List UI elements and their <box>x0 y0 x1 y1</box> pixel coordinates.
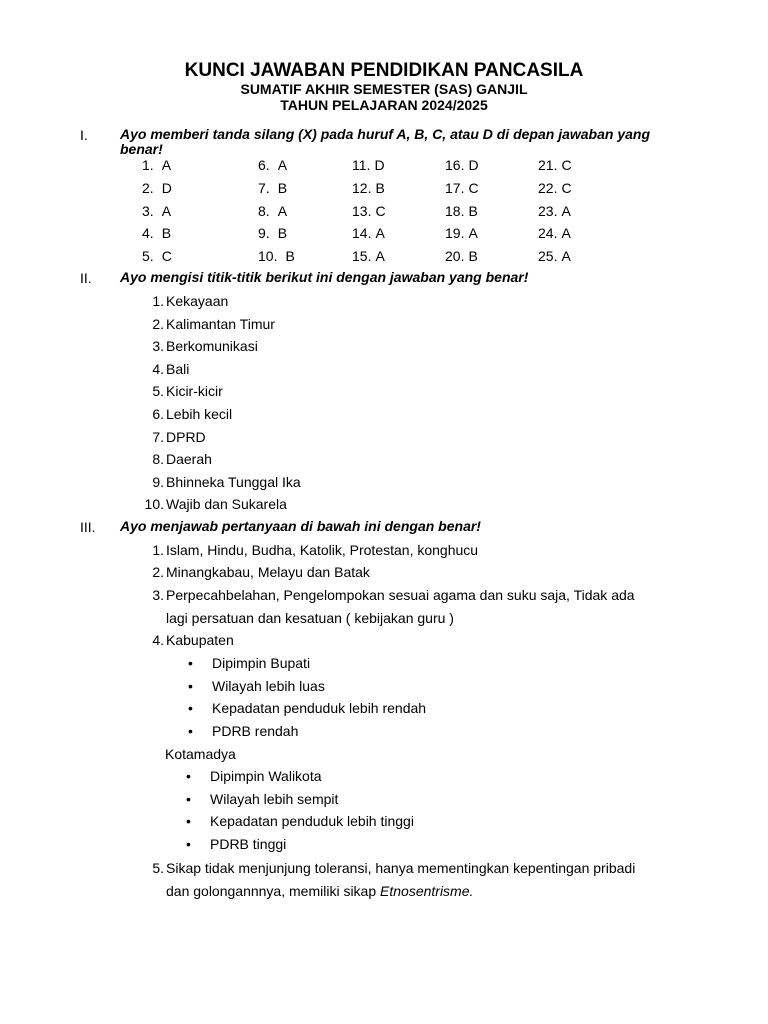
essay-answer-3-continued: lagi persatuan dan kesatuan ( kebijakan guru ) <box>166 610 454 626</box>
list-item-text: Berkomunikasi <box>166 338 258 355</box>
section-3-instruction: Ayo menjawab pertanyaan di bawah ini dengan benar! <box>120 518 481 534</box>
list-item-number: 7. <box>152 428 164 445</box>
list-item-number: 10. <box>144 496 164 513</box>
bullet-text: Kepadatan penduduk lebih tinggi <box>210 813 414 830</box>
bullet-icon: • <box>186 768 191 784</box>
page-title: KUNCI JAWABAN PENDIDIKAN PANCASILA <box>184 60 584 81</box>
mc-answer <box>258 203 287 219</box>
list-item-number: 3. <box>152 338 164 355</box>
mc-answer <box>352 248 385 264</box>
mc-answer <box>352 225 385 241</box>
mc-answer <box>445 180 479 196</box>
mc-answer <box>258 248 295 264</box>
mc-answer-letter: C <box>468 180 479 196</box>
mc-answer-number: 9. <box>258 225 270 241</box>
mc-answer <box>445 203 478 219</box>
section-1-number: I. <box>80 127 88 143</box>
bullet-icon: • <box>188 677 193 694</box>
mc-answer-number: 14. <box>352 225 372 241</box>
section-2-number: II. <box>80 270 92 286</box>
mc-answer-letter: A <box>277 203 288 219</box>
list-item-text: Wajib dan Sukarela <box>166 496 287 513</box>
kotamadya-label: Kotamadya <box>165 746 236 762</box>
mc-answer-letter: B <box>277 225 288 241</box>
list-item-text: Kekayaan <box>166 293 229 309</box>
mc-answer-number: 16. <box>445 157 465 173</box>
bullet-text: Dipimpin Walikota <box>210 768 322 784</box>
mc-answer <box>538 248 571 264</box>
mc-answer-number: 6. <box>258 157 270 173</box>
mc-answer <box>258 157 287 173</box>
list-item-text: Lebih kecil <box>166 406 233 422</box>
section-1-instruction: Ayo memberi tanda silang (X) pada huruf A, B, C, atau D di depan jawaban yang benar! <box>120 126 651 157</box>
mc-answer-number: 4. <box>142 225 154 241</box>
list-item-number: 6. <box>152 406 164 422</box>
mc-answer <box>538 157 572 173</box>
mc-answer-letter: A <box>561 225 571 241</box>
list-item-text: Kicir-kicir <box>166 383 223 400</box>
list-item-number: 9. <box>152 473 164 490</box>
mc-answer-number: 1. <box>142 157 154 173</box>
mc-answer-number: 15. <box>352 248 372 264</box>
mc-answer-letter: A <box>561 203 571 219</box>
mc-answer-number: 25. <box>538 248 558 264</box>
mc-answer-number: 21. <box>538 157 558 173</box>
mc-answer-letter: D <box>161 180 172 196</box>
mc-answer-number: 8. <box>258 203 270 219</box>
mc-answer-letter: C <box>161 248 172 264</box>
bullet-icon: • <box>188 700 193 717</box>
list-item-number: 2. <box>152 315 164 332</box>
answer-key-page: KUNCI JAWABAN PENDIDIKAN PANCASILA SUMATIF AKHIR SEMESTER (SAS) GANJIL TAHUN PELAJARAN 2024/2025 I. Ayo memberi tanda silang (X) pada huruf A, B, C, atau D di depan jawaban yang benar! 1. A 2. D 3. A 4. B 5. C 6. A 7. B 8. A 9. B 10. B 11. D 12. B 13. C 14. A 15. A 16. D 17. C 18. B 19. A 20. B 21. C 22. C 23. A 24. A 25. A II. Ayo mengisi titik-titik berikut ini dengan jawaban yang benar! 1. Kekayaan 2. Kalimantan Timur 3. Berkomunikasi 4. Bali 5. Kicir-kicir 6. Lebih kecil 7. DPRD 8. Daerah 9. Bhinneka Tunggal Ika 10. Wajib dan Sukarela III. Ayo menjawab pertanyaan di bawah ini dengan benar! 1. Islam, Hindu, Budha, Katolik, Protestan, konghucu 2. Minangkabau, Melayu dan Batak 3. Perpecahbelahan, Pengelompokan sesuai agama dan suku saja, Tidak ada lagi persatuan dan kesatuan ( kebijakan guru ) 4. Kabupaten • Dipimpin Bupati • Wilayah lebih luas • Kepadatan penduduk lebih rendah • PDRB rendah Kotamadya • Dipimpin Walikota • Wilayah lebih sempit • Kepadatan penduduk lebih tinggi • PDRB tinggi 5. Sikap tidak menjunjung toleransi, hanya mementingkan kepentingan pribadi dan golongannnya, memiliki sikap Etnosentrisme. <box>0 0 768 1024</box>
bullet-icon: • <box>186 835 191 852</box>
list-item-number: 5. <box>152 383 164 400</box>
section-3-number: III. <box>80 519 96 535</box>
mc-answer-number: 12. <box>352 180 372 196</box>
mc-answer-letter: D <box>374 157 385 173</box>
mc-answer-number: 7. <box>258 180 270 196</box>
mc-answer <box>445 248 478 264</box>
mc-answer-number: 3. <box>142 203 154 219</box>
mc-answer-number: 2. <box>142 180 154 196</box>
mc-answer-letter: B <box>285 248 295 264</box>
mc-answer-letter: D <box>468 157 479 173</box>
mc-answer <box>538 180 572 196</box>
mc-answer-number: 18. <box>445 203 465 219</box>
page-subtitle-year: TAHUN PELAJARAN 2024/2025 <box>280 97 488 113</box>
mc-answer-letter: A <box>161 203 172 219</box>
mc-answer <box>352 157 385 173</box>
mc-answer-letter: A <box>561 248 571 264</box>
mc-answer-letter: C <box>375 203 386 219</box>
mc-answer <box>142 248 172 264</box>
mc-answer <box>142 225 171 241</box>
mc-answer-letter: A <box>468 225 478 241</box>
mc-answer <box>445 157 479 173</box>
bullet-text: Dipimpin Bupati <box>212 655 311 671</box>
bullet-icon: • <box>186 790 191 807</box>
mc-answer-number: 19. <box>445 225 465 241</box>
mc-answer <box>352 203 386 219</box>
list-item-number: 4. <box>152 360 164 377</box>
mc-answer-number: 23. <box>538 203 558 219</box>
mc-answer-letter: A <box>277 157 288 173</box>
mc-answer <box>142 157 171 173</box>
bullet-icon: • <box>188 655 193 671</box>
list-item-text: Bhinneka Tunggal Ika <box>166 473 301 490</box>
mc-answer <box>142 203 171 219</box>
bullet-icon: • <box>188 722 193 739</box>
bullet-text: PDRB rendah <box>212 722 299 739</box>
mc-answer <box>538 225 571 241</box>
mc-answer-letter: B <box>161 225 172 241</box>
mc-answer <box>142 180 172 196</box>
list-item-text: Bali <box>166 360 190 377</box>
list-item-number: 1. <box>152 293 164 309</box>
list-item-text: Daerah <box>166 451 212 468</box>
list-item-text: Kalimantan Timur <box>166 315 275 332</box>
mc-answer <box>352 180 385 196</box>
mc-answer <box>445 225 478 241</box>
mc-answer-number: 13. <box>352 203 372 219</box>
mc-answer-number: 11. <box>352 157 371 173</box>
mc-answer <box>538 203 571 219</box>
mc-answer-letter: B <box>375 180 385 196</box>
mc-answer-letter: C <box>561 157 572 173</box>
mc-answer-number: 10. <box>258 248 278 264</box>
bullet-text: PDRB tinggi <box>210 835 287 852</box>
list-item-number: 8. <box>152 451 164 468</box>
mc-answer-number: 20. <box>445 248 465 264</box>
section-2-instruction: Ayo mengisi titik-titik berikut ini dengan jawaban yang benar! <box>120 269 529 285</box>
bullet-text: Wilayah lebih sempit <box>210 790 339 807</box>
mc-answer-letter: A <box>161 157 172 173</box>
mc-answer-number: 17. <box>445 180 465 196</box>
bullet-text: Kepadatan penduduk lebih rendah <box>212 700 427 717</box>
page-subtitle-exam: SUMATIF AKHIR SEMESTER (SAS) GANJIL <box>240 81 528 97</box>
mc-answer-number: 24. <box>538 225 558 241</box>
mc-answer-letter: B <box>277 180 288 196</box>
mc-answer-number: 5. <box>142 248 154 264</box>
bullet-icon: • <box>186 813 191 830</box>
mc-answer-letter: C <box>561 180 572 196</box>
bullet-text: Wilayah lebih luas <box>212 677 325 694</box>
mc-answer-letter: A <box>375 248 385 264</box>
mc-answer <box>258 180 287 196</box>
list-item-text: DPRD <box>166 428 206 445</box>
mc-answer-letter: A <box>375 225 385 241</box>
mc-answer-number: 22. <box>538 180 558 196</box>
mc-answer-letter: B <box>468 203 478 219</box>
mc-answer-letter: B <box>468 248 478 264</box>
essay-answer-5-continued: dan golongannnya, memiliki sikap Etnosentrisme. <box>166 883 474 899</box>
mc-answer <box>258 225 287 241</box>
